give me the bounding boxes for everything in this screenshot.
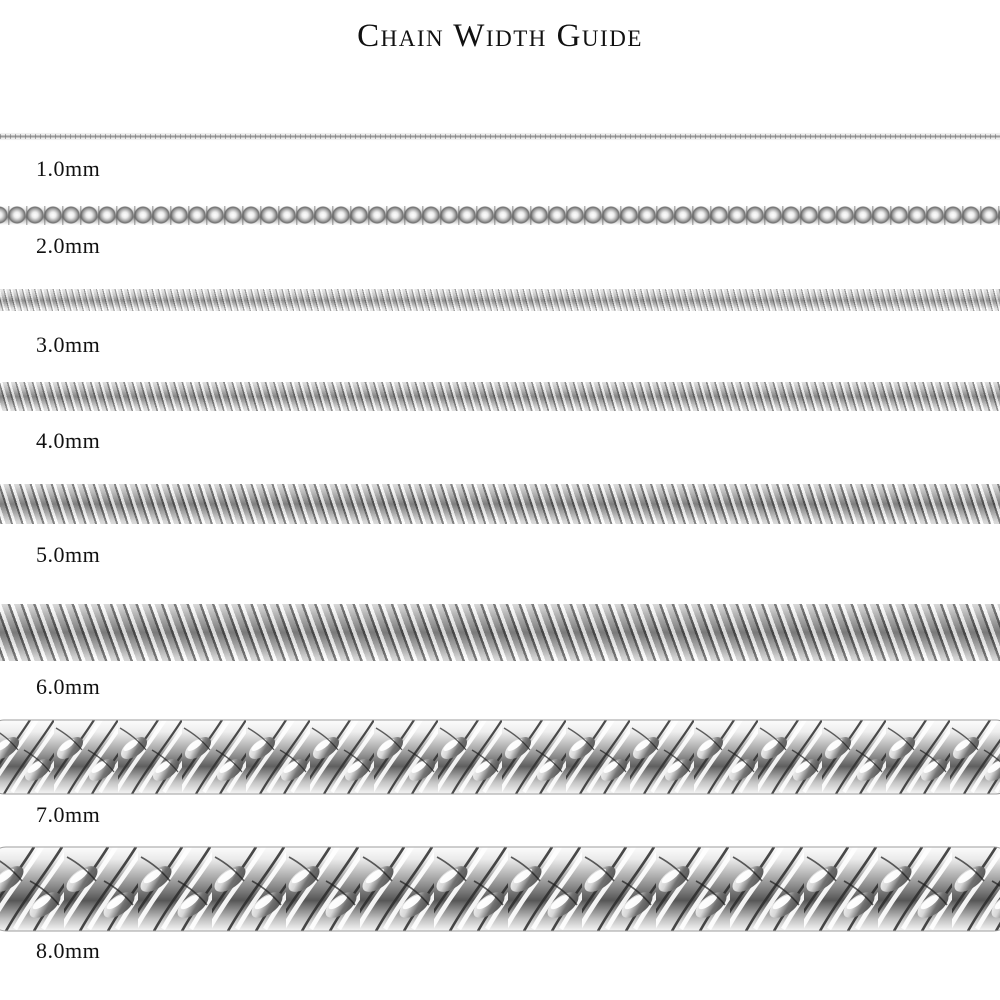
chain-strip-icon bbox=[0, 382, 1000, 411]
chain-label-3.0mm: 3.0mm bbox=[36, 332, 101, 357]
chain-row bbox=[0, 600, 1000, 710]
chain-label-5.0mm: 5.0mm bbox=[36, 542, 101, 567]
chain-strip-icon bbox=[0, 206, 1000, 225]
chain-strip-icon bbox=[0, 289, 1000, 311]
chain-label-6.0mm: 6.0mm bbox=[36, 674, 101, 699]
chain-strip-4.0mm bbox=[0, 378, 1000, 424]
chain-strip-6.0mm bbox=[0, 600, 1000, 670]
chain-row bbox=[0, 718, 1000, 838]
chain-label-4.0mm: 4.0mm bbox=[36, 428, 101, 453]
chain-strip-2.0mm bbox=[0, 200, 1000, 240]
chain-label-1.0mm: 1.0mm bbox=[36, 156, 101, 181]
chain-strip-icon bbox=[0, 604, 1000, 661]
page-title: Chain Width Guide bbox=[357, 18, 643, 54]
chain-row bbox=[0, 200, 1000, 270]
chain-label-2.0mm: 2.0mm bbox=[36, 233, 101, 258]
chain-row bbox=[0, 285, 1000, 365]
chain-strip-icon bbox=[0, 718, 1000, 796]
chain-row bbox=[0, 845, 1000, 985]
chain-strip-icon bbox=[0, 484, 1000, 524]
chain-strip-8.0mm bbox=[0, 845, 1000, 933]
chain-strip-5.0mm bbox=[0, 480, 1000, 536]
chain-strip-1.0mm bbox=[0, 120, 1000, 154]
chain-row bbox=[0, 120, 1000, 180]
chain-strip-7.0mm bbox=[0, 718, 1000, 796]
chain-strip-3.0mm bbox=[0, 285, 1000, 325]
chain-label-7.0mm: 7.0mm bbox=[36, 802, 101, 827]
chain-label-8.0mm: 8.0mm bbox=[36, 938, 101, 963]
chain-row bbox=[0, 378, 1000, 468]
chain-strip-icon bbox=[0, 134, 1000, 139]
chain-row bbox=[0, 480, 1000, 580]
chain-strip-icon bbox=[0, 845, 1000, 933]
